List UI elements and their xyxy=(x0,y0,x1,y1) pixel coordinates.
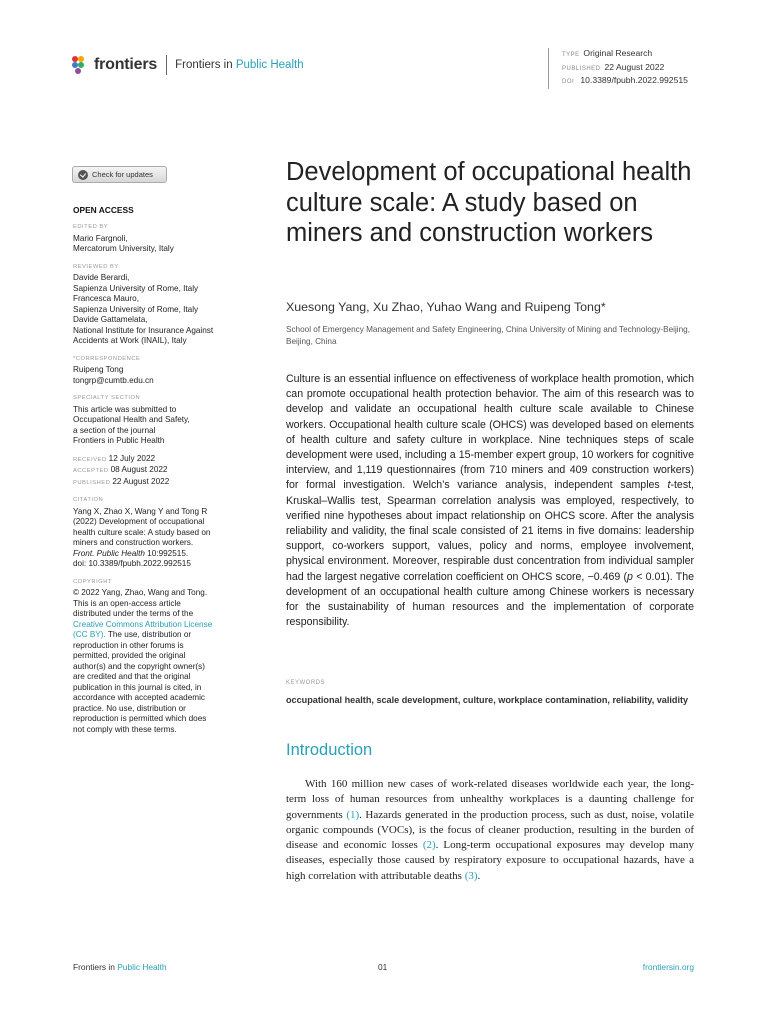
intro-text: . Long-term occupational exposures may develop many diseases, especially those caused by respiratory exposure to occupational hazards, have a high correlation with attributable deaths xyxy=(286,839,694,882)
accepted-label: ACCEPTED xyxy=(73,468,109,474)
copyright-line: This is an open-access article xyxy=(73,598,181,608)
specialty-label: SPECIALTY SECTION xyxy=(73,395,141,401)
copyright-line: reproduction in other forums is xyxy=(73,640,184,650)
citation-line: Yang X, Zhao X, Wang Y and Tong R xyxy=(73,506,208,516)
author-list[interactable]: Xuesong Yang, Xu Zhao, Yuhao Wang and Ruipeng Tong* xyxy=(286,300,606,314)
reviewer-line: Sapienza University of Rome, Italy xyxy=(73,283,199,293)
reference-link[interactable]: (1) xyxy=(346,808,360,821)
meta-published-key: PUBLISHED xyxy=(562,65,601,72)
citation-line: health culture scale: A study based on xyxy=(73,527,211,537)
accepted-date xyxy=(73,465,243,477)
citation-journal-line xyxy=(73,549,243,560)
copyright-line: are credited and that the original xyxy=(73,672,191,681)
meta-published xyxy=(562,62,688,76)
reviewer-line: Accidents at Work (INAIL), Italy xyxy=(73,336,187,345)
check-for-updates-button[interactable] xyxy=(72,166,167,183)
article-meta xyxy=(548,48,688,89)
specialty-line: a section of the journal xyxy=(73,425,156,435)
author-affiliation: School of Emergency Management and Safety Engineering, China University of Mining and Technology-Beijing, Beijing, China xyxy=(286,325,690,346)
published-label: PUBLISHED xyxy=(73,479,111,486)
article-dates xyxy=(73,454,243,489)
abstract-italic-t: t xyxy=(667,479,671,492)
meta-type xyxy=(562,48,688,62)
correspondence-label: *CORRESPONDENCE xyxy=(73,355,141,362)
citation-doi[interactable]: doi: 10.3389/fpubh.2022.992515 xyxy=(73,559,191,568)
footer-journal-name: Public Health xyxy=(117,962,167,972)
accepted-value: 08 August 2022 xyxy=(110,465,168,474)
copyright-text: The use, distribution or xyxy=(105,630,192,639)
reviewer-line: Davide Gattamelata, xyxy=(73,315,148,324)
copyright-line xyxy=(73,630,243,641)
journal-title: Public Health xyxy=(235,59,304,71)
editor-name: Mario Fargnoli, xyxy=(73,233,128,243)
specialty-line: This article was submitted to xyxy=(73,404,177,414)
frontiers-logo-icon xyxy=(72,56,90,74)
check-updates-label: Check for updates xyxy=(92,170,153,179)
copyright-line: distributed under the terms of the xyxy=(73,609,194,618)
check-updates-icon xyxy=(78,170,88,180)
keywords-label: KEYWORDS xyxy=(286,680,326,686)
abstract-text: Culture is an essential influence on effectiveness of workplace health promotion, which can promote occupational health protection behavior. The aim of this research was to develop and validate an occupational health culture scale available to Chinese workers. Occupational health culture scale (OHCS) was developed based on elements of health culture and safety culture in workplace. Nine techniques steps of scale development were used, including a 15-member expert group, 10 workers for cognitive interview, and 1,119 questionnaires (from 710 miners and 409 construction workers) for formal investigation. Welch’s variance analysis, independent samples xyxy=(286,373,694,492)
citation-journal: Front. Public Health xyxy=(73,548,145,558)
meta-type-key: TYPE xyxy=(562,52,580,58)
footer-journal-prefix: Frontiers in xyxy=(73,962,115,972)
article-title: Development of occupational health culture scale: A study based on miners and construction workers xyxy=(286,158,692,247)
reviewed-by xyxy=(73,262,243,347)
copyright-line: accordance with accepted academic xyxy=(73,693,205,702)
introduction-paragraph xyxy=(286,777,694,884)
copyright xyxy=(73,577,243,736)
specialty-section xyxy=(73,393,243,447)
meta-doi-key: DOI xyxy=(562,79,575,85)
published-value: 22 August 2022 xyxy=(112,476,170,486)
citation-volume: 10:992515. xyxy=(144,548,189,558)
reviewer-line: National Institute for Insurance Against xyxy=(73,325,214,335)
meta-type-value: Original Research xyxy=(583,48,653,58)
citation-line: (2022) Development of occupational xyxy=(73,517,205,526)
open-access-label: OPEN ACCESS xyxy=(73,205,134,215)
journal-prefix: Frontiers in xyxy=(175,59,233,71)
reviewed-by-label: REVIEWED BY xyxy=(73,263,119,270)
footer-journal[interactable] xyxy=(73,962,167,972)
copyright-line: © 2022 Yang, Zhao, Wang and Tong. xyxy=(73,588,208,597)
meta-published-value: 22 August 2022 xyxy=(604,61,665,72)
reference-link[interactable]: (3) xyxy=(464,869,478,882)
reviewer-line: Davide Berardi, xyxy=(73,273,130,282)
meta-doi xyxy=(562,75,688,89)
cc-by-link[interactable]: (CC BY). xyxy=(73,630,106,639)
copyright-line: reproduction is permitted which does xyxy=(73,714,207,723)
intro-text: . xyxy=(477,869,481,882)
journal-name[interactable] xyxy=(175,59,304,71)
correspondence xyxy=(73,354,243,387)
specialty-line: Frontiers in Public Health xyxy=(73,436,165,445)
brand-name: frontiers xyxy=(94,56,158,73)
published-date xyxy=(73,477,243,489)
copyright-line: not comply with these terms. xyxy=(73,724,177,734)
footer-site-link[interactable]: frontiersin.org xyxy=(642,962,694,972)
received-date xyxy=(73,454,243,466)
abstract-text: -test, Kruskal–Wallis test, Spearman correlation analysis was employed, respectively, to verified nine hypotheses about impact relationship on OHCS score. After the analysis reliability and validity, the final scale consisted of 21 items in five domains: leadership support, co-workers support, values, policy and norms, employee involvement, physical environment. Moreover, respirable dust concentration from individual sampler had the largest negative correlation coefficient on OHCS score, −0.469 ( xyxy=(286,479,694,583)
reviewer-line: Sapienza University of Rome, Italy xyxy=(73,304,199,314)
citation xyxy=(73,495,243,570)
editor-affiliation: Mercatorum University, Italy xyxy=(73,244,174,253)
edited-by xyxy=(73,222,243,255)
correspondence-email[interactable]: tongrp@cumtb.edu.cn xyxy=(73,375,154,385)
page-number: 01 xyxy=(378,962,388,972)
abstract-italic-p: p xyxy=(627,570,633,583)
copyright-line: author(s) and the copyright owner(s) xyxy=(73,661,205,671)
copyright-label: COPYRIGHT xyxy=(73,578,112,585)
received-value: 12 July 2022 xyxy=(108,453,156,463)
meta-doi-value[interactable]: 10.3389/fpubh.2022.992515 xyxy=(580,75,688,85)
intro-text: With 160 million new cases of work-related diseases worldwide each year, the long-term loss of human resources from unhealthy workplaces is a daunting challenge for governments xyxy=(286,778,694,821)
reference-link[interactable]: (2) xyxy=(422,839,436,852)
edited-by-label: EDITED BY xyxy=(73,224,109,230)
copyright-line: publication in this journal is cited, in xyxy=(73,682,202,692)
intro-text: . Hazards generated in the production process, such as dust, noise, volatile organic compounds (VOCs), is the focus of cleaner production, resulting in the burden of disease and economic losses xyxy=(286,808,694,852)
logo-divider xyxy=(166,55,167,75)
copyright-line: practice. No use, distribution or xyxy=(73,703,186,713)
keywords: occupational health, scale development, culture, workplace contamination, reliability, validity xyxy=(286,695,689,705)
introduction-heading: Introduction xyxy=(286,741,373,759)
citation-line: miners and construction workers. xyxy=(73,538,194,547)
citation-label: CITATION xyxy=(73,497,104,503)
article-sidebar xyxy=(73,222,243,742)
abstract-text: < 0.01). The development of an occupational health culture among Chinese workers is necessary for the sustainability of human resources and the implementation of corporate responsibility. xyxy=(286,570,694,629)
correspondence-name: Ruipeng Tong xyxy=(73,365,124,374)
abstract xyxy=(286,372,694,630)
received-label: RECEIVED xyxy=(73,456,107,463)
frontiers-logo[interactable] xyxy=(72,55,304,75)
cc-license-link[interactable]: Creative Commons Attribution License xyxy=(73,619,213,629)
reviewer-line: Francesca Mauro, xyxy=(73,294,139,303)
copyright-line: permitted, provided the original xyxy=(73,651,186,660)
specialty-line: Occupational Health and Safety, xyxy=(73,415,190,424)
